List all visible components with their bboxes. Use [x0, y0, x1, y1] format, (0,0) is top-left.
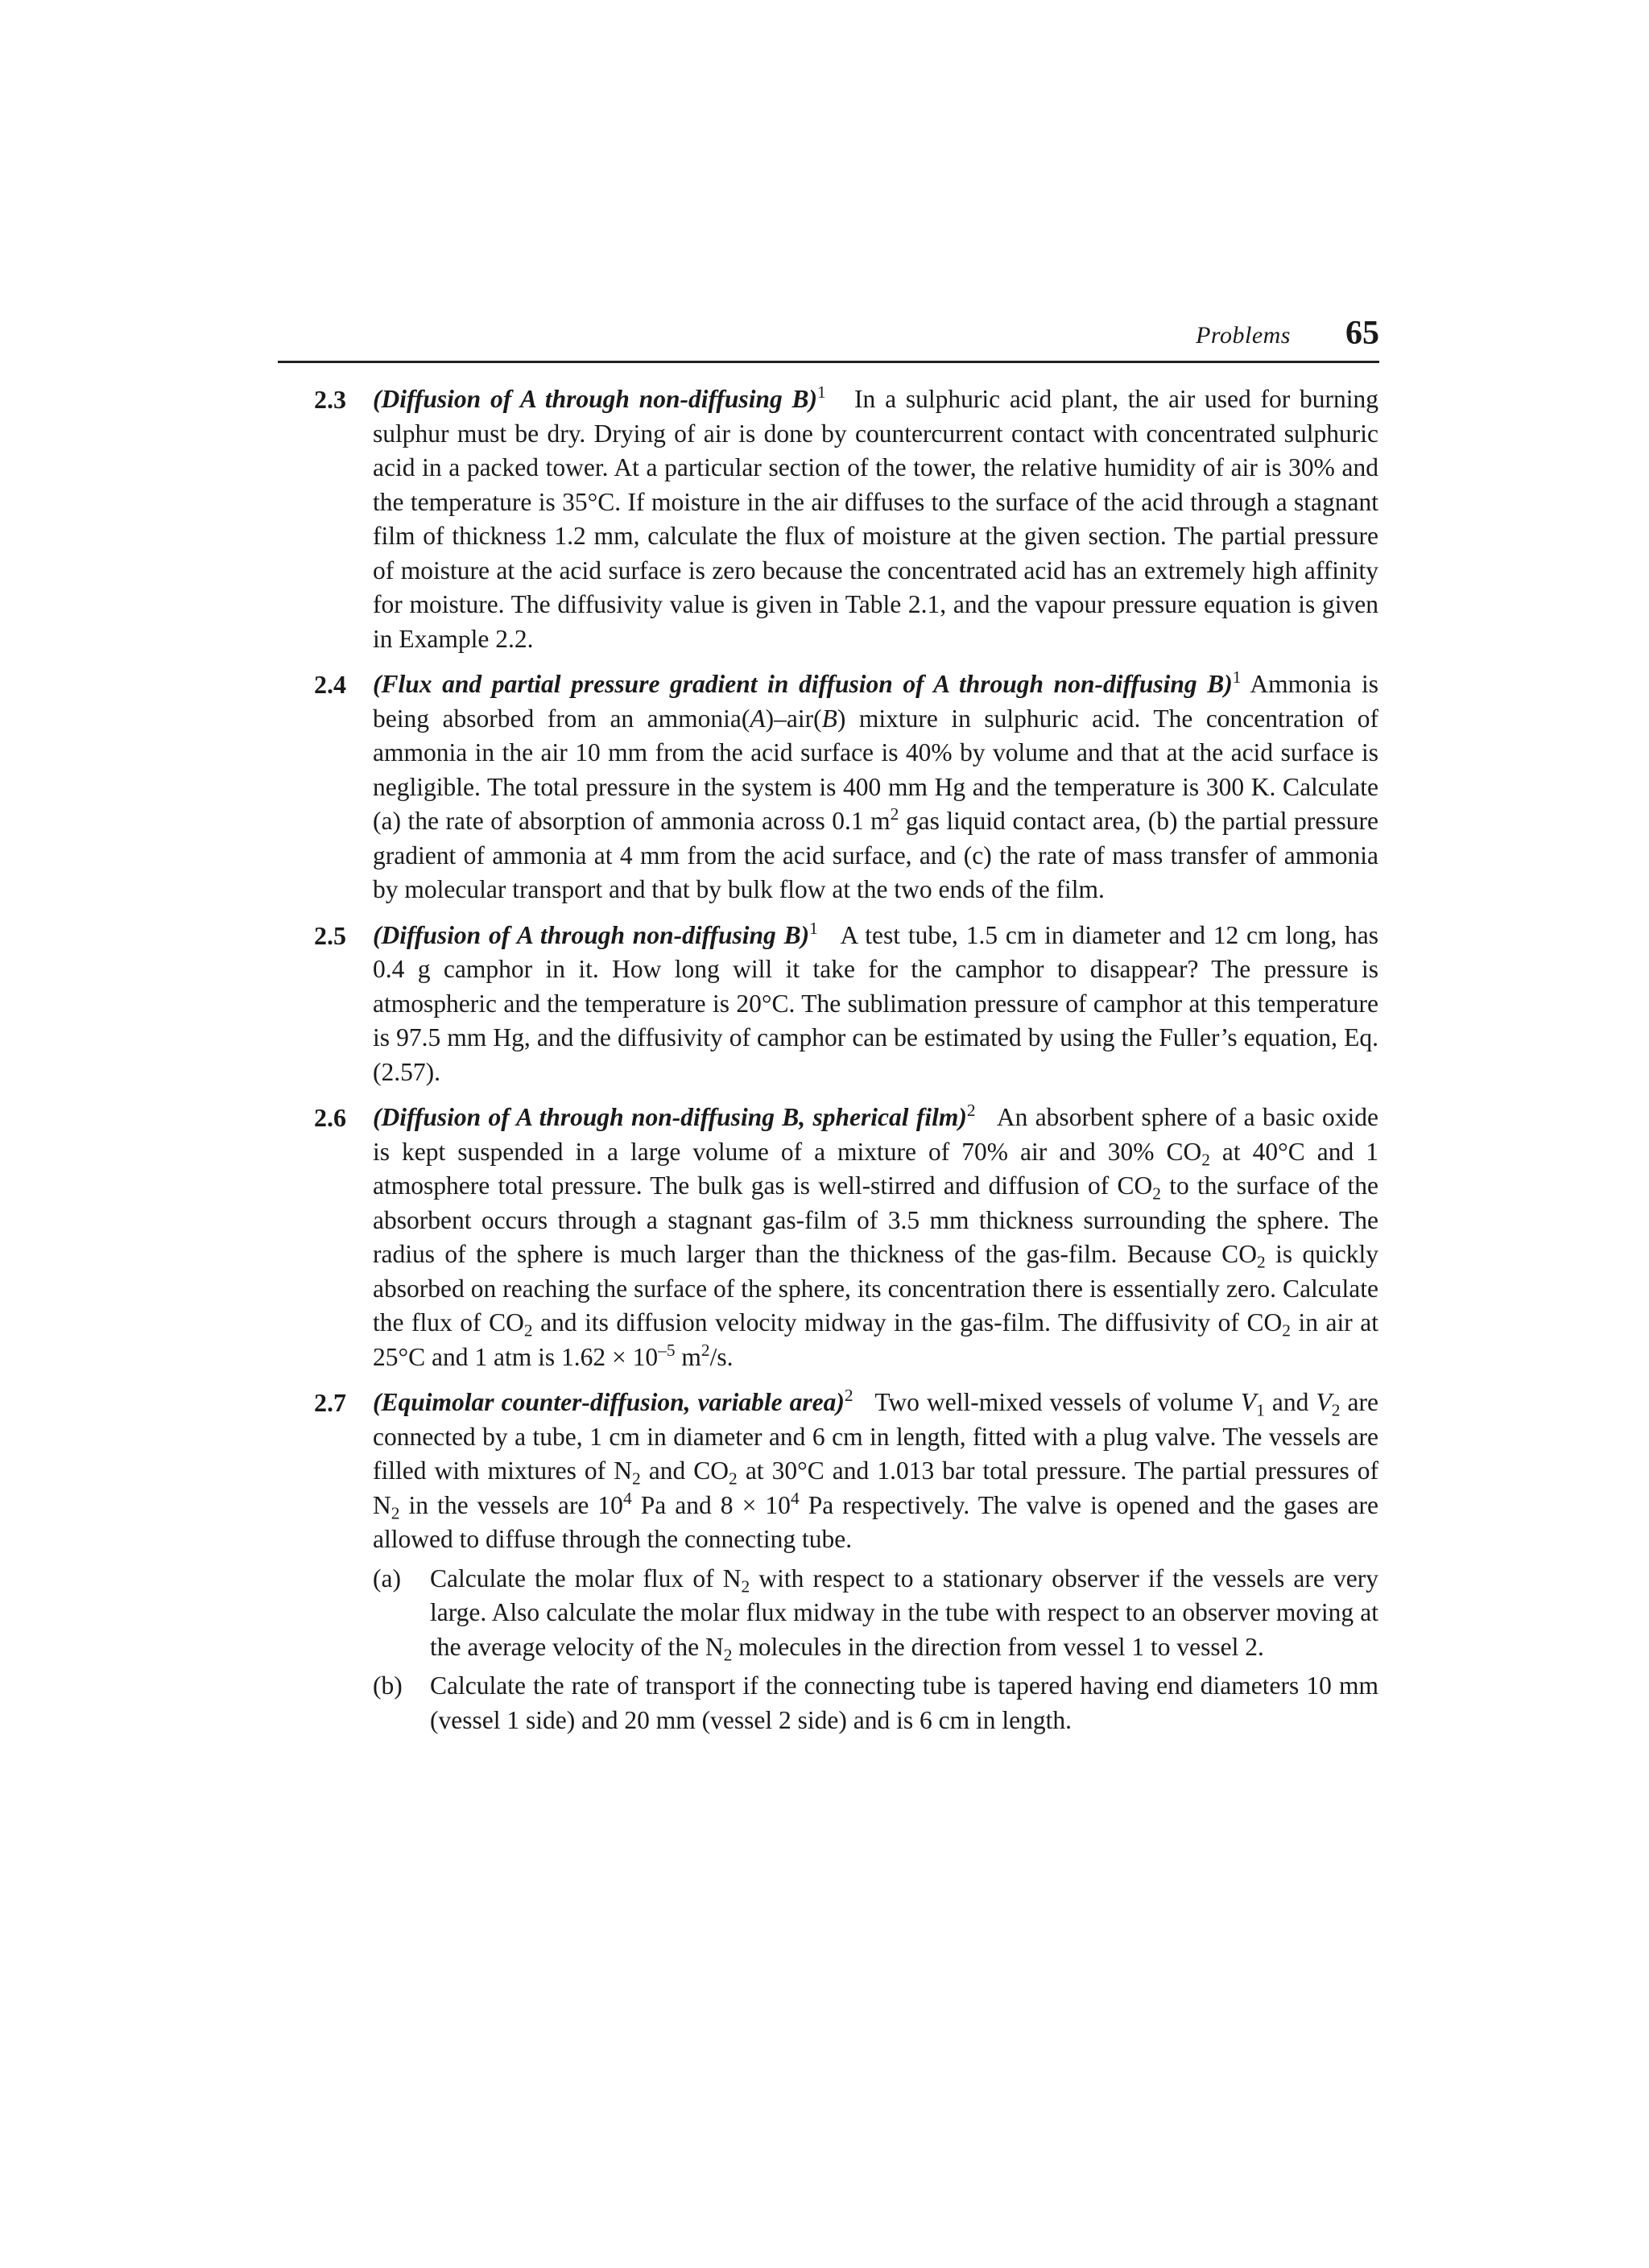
footnote-ref: 2 — [966, 1101, 976, 1121]
problem-number: 2.4 — [314, 670, 346, 699]
problem-body: In a sulphuric acid plant, the air used for burning sulphur must be dry. Drying of air is done by countercurrent contact with concentrated sulphuric acid in a packed tower. At a particular section of the tower, the relative humidity of air is 30% and the temperature is 35°C. If moisture in the air diffuses to the surface of the acid through a stagnant film of thickness 1.2 mm, calculate the flux of moisture at the given section. The partial pressure of moisture at the acid surface is zero because the concentrated acid has an extremely high affinity for moisture. The diffusivity value is given in Table 2.1, and the vapour pressure equation is given in Example 2.2. — [373, 385, 1378, 653]
page-header — [278, 316, 1379, 363]
sub-part-text: Calculate the molar flux of $N_2$ with respect to a stationary observer if the vessels are very large. Also calculate the molar flux midway in the tube with respect to an observer moving at the average velocity of the $N_2$ molecules in the direction from vessel 1 to vessel 2. — [430, 1564, 1378, 1664]
problem-body: A test tube, 1.5 cm in diameter and 12 cm long, has 0.4 g camphor in it. How long will it take for the camphor to disappear? The pressure is atmospheric and the temperature is 20°C. The sublimation pressure of camphor at this temperature is 97.5 mm Hg, and the diffusivity of camphor can be estimated by using the Fuller’s equation, Eq. (2.57). — [373, 920, 1378, 1086]
problem-2-7 — [314, 1386, 1378, 1737]
problem-text — [373, 1101, 1378, 1374]
sub-part-text: Calculate the rate of transport if the connecting tube is tapered having end diameters 10 mm (vessel 1 side) and 20 mm (vessel 2 side) and is 6 cm in length. — [430, 1671, 1378, 1734]
problem-2-4 — [314, 667, 1378, 907]
problem-list — [314, 382, 1378, 1749]
problem-number: 2.5 — [314, 920, 346, 950]
problem-2-6 — [314, 1101, 1378, 1374]
problem-text — [373, 667, 1378, 907]
footnote-ref: 1 — [1232, 667, 1242, 688]
problem-body: An absorbent sphere of a basic oxide is kept suspended in a large volume of a mixture of 70% air and 30% $CO_2$ at 40°C and 1 atmosphere total pressure. The bulk gas is well-stirred and diffusion of $CO_2$ to the surface of the absorbent occurs through a stagnant gas-film of 3.5 mm thickness surrounding the sphere. The radius of the sphere is much larger than the thickness of the gas-film. Because $CO_2$ is quickly absorbed on reaching the surface of the sphere, its concentration there is essentially zero. Calculate the flux of $CO_2$ and its diffusion velocity midway in the gas-film. The diffusivity of $CO_2$ in air at 25°C and 1 atm is $1.62 \times 10^{-5}$ $m^2/s$. — [373, 1103, 1379, 1371]
footnote-ref: 1 — [817, 382, 826, 403]
problem-number: 2.7 — [314, 1388, 346, 1417]
page-number: 65 — [1345, 315, 1379, 352]
sub-part-label: (b) — [373, 1671, 403, 1700]
running-head: Problems — [1196, 322, 1291, 349]
problem-text — [373, 1386, 1378, 1557]
problem-title: (Diffusion of A through non-diffusing B) — [373, 920, 810, 949]
sub-part-a — [373, 1562, 1378, 1665]
sub-part-b — [373, 1669, 1378, 1737]
problem-title: (Diffusion of A through non-diffusing B) — [373, 385, 817, 413]
problem-title: (Diffusion of A through non-diffusing B, spherical film) — [373, 1103, 967, 1131]
problem-text — [373, 919, 1378, 1090]
problem-number: 2.3 — [314, 385, 346, 414]
problem-text — [373, 382, 1378, 656]
problem-body: Two well-mixed vessels of volume $V_1$ and $V_2$ are connected by a tube, 1 cm in diameter and 6 cm in length, fitted with a plug valve. The vessels are filled with mixtures of $N_2$ and $CO_2$ at 30°C and 1.013 bar total pressure. The partial pressures of $N_2$ in the vessels are $10^4$ Pa and $8 \times 10^4$ Pa respectively. The valve is opened and the gases are allowed to diffuse through the connecting tube. — [373, 1388, 1379, 1553]
problem-number: 2.6 — [314, 1103, 346, 1132]
sub-part-label: (a) — [373, 1564, 401, 1593]
problem-title: (Equimolar counter-diffusion, variable area) — [373, 1388, 845, 1416]
problem-body: Ammonia is being absorbed from an ammonia(A)–air(B) mixture in sulphuric acid. The concentration of ammonia in the air 10 mm from the acid surface is 40% by volume and that at the acid surface is negligible. The total pressure in the system is 400 mm Hg and the temperature is 300 K. Calculate (a) the rate of absorption of ammonia across 0.1 $m^2$ gas liquid contact area, (b) the partial pressure gradient of ammonia at 4 mm from the acid surface, and (c) the rate of mass transfer of ammonia by molecular transport and that by bulk flow at the two ends of the film. — [373, 670, 1378, 903]
footnote-ref: 2 — [844, 1386, 853, 1406]
footnote-ref: 1 — [809, 918, 818, 938]
problem-2-5 — [314, 919, 1378, 1090]
problem-title: (Flux and partial pressure gradient in diffusion of A through non-diffusing B) — [373, 670, 1233, 698]
problem-2-3 — [314, 382, 1378, 656]
